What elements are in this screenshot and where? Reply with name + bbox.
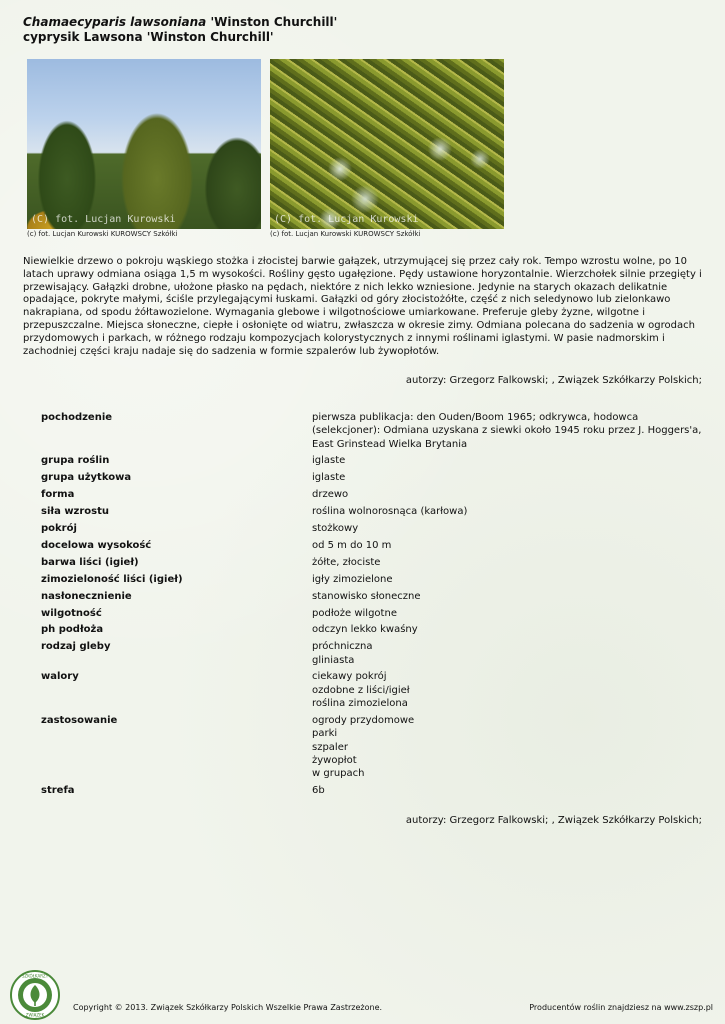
photo-caption: (c) fot. Lucjan Kurowski KUROWSCY Szkółki [270, 230, 421, 238]
property-label: pokrój [41, 523, 77, 535]
plant-description: Niewielkie drzewo o pokroju wąskiego stożka i złocistej barwie gałązek, utrzymującej się przez cały rok. Tempo wzrostu wolne, po 10 latach uprawy odmiana osiąga 1,5 m wysokości. Rośliny gęsto ugałęzione. Pędy ustawione horyzontalnie. Wierzchołek silnie przegięty i przewisający. Gałązki drobne, ułożone płasko na pędach, niektóre z nich lekko wzniesione. Jedynie na starych okazach delikatnie opadające, pokryte małymi, ściśle przylegającymi łuskami. Gałązki od góry złocistożółte, część z nich seledynowo lub zielonkawo nakrapiana, od spodu żółtawozielone. Wymagania glebowe i wilgotnościowe umiarkowane. Preferuje gleby żyzne, wilgotne i przepuszczalne. Miejsca słoneczne, ciepłe i osłonięte od wiatru, zwłaszcza w okresie zimy. Odmiana polecana do sadzenia w ogrodach przydomowych i parkach, w różnego rodzaju kompozycjach kolorystycznych z innymi roślinami iglastymi. W pasie nadmorskim i zachodniej części kraju nadaje się do sadzenia w formie szpalerów lub żywopłotów. [23, 256, 702, 357]
property-value-line: ozdobne z liści/igieł [312, 684, 410, 696]
property-label: ph podłoża [41, 624, 104, 636]
property-row [41, 670, 711, 710]
property-value [312, 454, 707, 467]
property-row [41, 488, 711, 501]
property-label: siła wzrostu [41, 506, 110, 518]
property-value [312, 670, 707, 710]
property-value-line: igły zimozielone [312, 573, 393, 585]
property-value-line: iglaste [312, 455, 346, 467]
property-value-line: podłoże wilgotne [312, 607, 397, 619]
property-value-line: szpaler [312, 741, 348, 753]
property-label: walory [41, 671, 79, 683]
property-value [312, 539, 707, 552]
property-value [312, 556, 707, 569]
property-label: zastosowanie [41, 714, 118, 726]
property-value-line: iglaste [312, 472, 346, 484]
property-label: forma [41, 489, 75, 501]
tree-photo [27, 59, 261, 229]
property-value [312, 471, 707, 484]
property-value-line: parki [312, 728, 338, 740]
property-value-line: gliniasta [312, 654, 355, 666]
property-label: strefa [41, 785, 75, 797]
property-value-line: w grupach [312, 768, 365, 780]
property-row [41, 471, 711, 484]
property-value-line: stożkowy [312, 523, 359, 535]
property-value [312, 590, 707, 603]
property-value [312, 623, 707, 636]
property-value [312, 573, 707, 586]
property-label: grupa użytkowa [41, 472, 132, 484]
producers-link[interactable]: Producentów roślin znajdziesz na www.zszp.pl [529, 1003, 713, 1012]
authors-line: autorzy: Grzegorz Falkowski; , Związek Szkółkarzy Polskich; [405, 375, 702, 386]
property-row [41, 784, 711, 797]
foliage-photo [270, 59, 504, 229]
property-value-line: ogrody przydomowe [312, 714, 415, 726]
properties-table [41, 411, 711, 801]
property-value [312, 488, 707, 501]
cultivar-name: 'Winston Churchill' [210, 15, 338, 29]
property-value [312, 640, 707, 667]
property-row [41, 607, 711, 620]
property-label: nasłonecznienie [41, 590, 132, 602]
property-row [41, 454, 711, 467]
property-label: wilgotność [41, 607, 102, 619]
property-value [312, 505, 707, 518]
property-value-line: próchniczna [312, 641, 373, 653]
property-row [41, 411, 711, 451]
property-value [312, 607, 707, 620]
property-row [41, 640, 711, 667]
property-value-line: ciekawy pokrój [312, 671, 387, 683]
photo-watermark: (C) fot. Lucjan Kurowski [274, 214, 419, 225]
property-value [312, 522, 707, 535]
property-row [41, 590, 711, 603]
property-label: rodzaj gleby [41, 641, 111, 653]
property-label: zimozieloność liści (igieł) [41, 573, 183, 585]
property-value-line: pierwsza publikacja: den Ouden/Boom 1965; odkrywca, hodowca (selekcjoner): Odmiana uzyskana z siewki około 1945 roku przez J. Hoggers'a, East Grinstead Wielka Brytania [312, 412, 702, 450]
copyright-text: Copyright © 2013. Związek Szkółkarzy Polskich Wszelkie Prawa Zastrzeżone. [73, 1003, 383, 1012]
property-value-line: drzewo [312, 489, 349, 501]
property-label: grupa roślin [41, 455, 110, 467]
latin-name: Chamaecyparis lawsoniana [23, 15, 207, 29]
property-row [41, 573, 711, 586]
property-row [41, 539, 711, 552]
property-value-line: roślina wolnorosnąca (karłowa) [312, 506, 468, 518]
property-value-line: żółte, złociste [312, 556, 381, 568]
photo-caption: (c) fot. Lucjan Kurowski KUROWSCY Szkółki [27, 230, 178, 238]
svg-text:ZWIĄZEK: ZWIĄZEK [25, 1012, 45, 1018]
polish-name: cyprysik Lawsona 'Winston Churchill' [23, 30, 274, 44]
property-row [41, 522, 711, 535]
property-row [41, 623, 711, 636]
property-label: barwa liści (igieł) [41, 556, 139, 568]
photo-watermark: (C) fot. Lucjan Kurowski [31, 214, 176, 225]
property-row [41, 556, 711, 569]
property-value [312, 784, 707, 797]
property-value-line: odczyn lekko kwaśny [312, 624, 418, 636]
property-label: pochodzenie [41, 412, 113, 423]
authors-line: autorzy: Grzegorz Falkowski; , Związek Szkółkarzy Polskich; [405, 815, 702, 826]
property-value-line: żywopłot [312, 754, 357, 766]
property-row [41, 505, 711, 518]
property-value [312, 411, 707, 451]
property-row [41, 714, 711, 780]
property-value-line: od 5 m do 10 m [312, 539, 392, 551]
property-value-line: stanowisko słoneczne [312, 590, 421, 602]
property-value-line: 6b [312, 785, 325, 797]
plant-title [23, 15, 337, 45]
property-label: docelowa wysokość [41, 539, 152, 551]
svg-text:SZKÓŁKARZY: SZKÓŁKARZY [21, 973, 49, 979]
zszp-logo [10, 970, 60, 1020]
property-value-line: roślina zimozielona [312, 698, 408, 710]
property-value [312, 714, 707, 780]
